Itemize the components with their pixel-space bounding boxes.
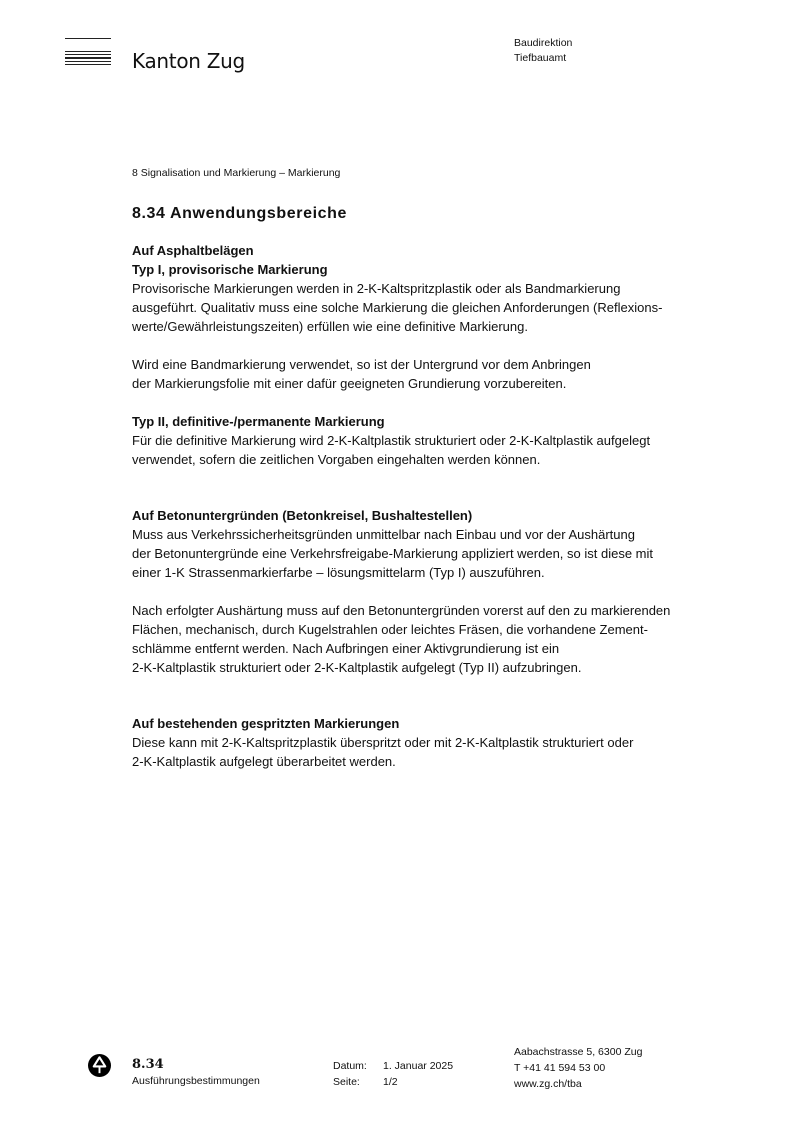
phone: T +41 41 594 53 00 bbox=[514, 1062, 606, 1074]
brand-name: Kanton Zug bbox=[132, 49, 245, 73]
section-heading-existing: Auf bestehenden gespritzten Markierungen bbox=[132, 716, 400, 731]
subheading-typ2: Typ II, definitive-/permanente Markierung bbox=[132, 414, 385, 429]
paragraph-line: verwendet, sofern die zeitlichen Vorgaben eingehalten werden können. bbox=[132, 452, 541, 467]
paragraph-line: Flächen, mechanisch, durch Kugelstrahlen oder leichtes Fräsen, die vorhandene Zement- bbox=[132, 622, 648, 637]
paragraph-line: einer 1-K Strassenmarkierfarbe – lösungsmittelarm (Typ I) auszuführen. bbox=[132, 565, 545, 580]
paragraph-line: Wird eine Bandmarkierung verwendet, so ist der Untergrund vor dem Anbringen bbox=[132, 357, 591, 372]
paragraph-line: 2-K-Kaltplastik strukturiert oder 2-K-Kaltplastik aufgelegt (Typ II) aufzubringen. bbox=[132, 660, 582, 675]
tree-icon bbox=[88, 1054, 111, 1077]
paragraph-line: ausgeführt. Qualitativ muss eine solche Markierung die gleichen Anforderungen (Reflexions- bbox=[132, 300, 663, 315]
footer-subtitle: Ausführungsbestimmungen bbox=[132, 1075, 260, 1087]
document-body bbox=[132, 241, 732, 771]
department: Baudirektion bbox=[514, 37, 573, 49]
page-label: Seite: bbox=[333, 1076, 360, 1088]
website-link[interactable]: www.zg.ch/tba bbox=[514, 1078, 582, 1090]
section-heading-beton: Auf Betonuntergründen (Betonkreisel, Bushaltestellen) bbox=[132, 508, 473, 523]
address: Aabachstrasse 5, 6300 Zug bbox=[514, 1046, 643, 1058]
paragraph-line: der Betonuntergründe eine Verkehrsfreigabe-Markierung appliziert werden, so ist diese mit bbox=[132, 546, 654, 561]
paragraph-line: werte/Gewährleistungszeiten) erfüllen wie eine definitive Markierung. bbox=[132, 319, 528, 334]
paragraph-line: Diese kann mit 2-K-Kaltspritzplastik überspritzt oder mit 2-K-Kaltplastik strukturiert oder bbox=[132, 735, 634, 750]
paragraph-line: schlämme entfernt werden. Nach Aufbringen einer Aktivgrundierung ist ein bbox=[132, 641, 560, 656]
paragraph-line: der Markierungsfolie mit einer dafür geeigneten Grundierung vorzubereiten. bbox=[132, 376, 567, 391]
paragraph-line: 2-K-Kaltplastik aufgelegt überarbeitet werden. bbox=[132, 754, 396, 769]
page-title: 8.34 Anwendungsbereiche bbox=[132, 205, 348, 222]
breadcrumb-subsection: Markierung bbox=[287, 167, 341, 179]
section-heading-asphalt: Auf Asphaltbelägen bbox=[132, 243, 254, 258]
office: Tiefbauamt bbox=[514, 52, 567, 64]
department-block bbox=[514, 36, 572, 66]
footer-contact bbox=[514, 1044, 642, 1092]
subheading-typ1: Typ I, provisorische Markierung bbox=[132, 262, 328, 277]
breadcrumb bbox=[132, 167, 340, 179]
date-value: 1. Januar 2025 bbox=[383, 1060, 454, 1072]
breadcrumb-section: 8 Signalisation und Markierung bbox=[132, 167, 277, 179]
paragraph-line: Für die definitive Markierung wird 2-K-Kaltplastik strukturiert oder 2-K-Kaltplastik aufgelegt bbox=[132, 433, 651, 448]
paragraph-line: Muss aus Verkehrssicherheitsgründen unmittelbar nach Einbau und vor der Aushärtung bbox=[132, 527, 635, 542]
date-label: Datum: bbox=[333, 1060, 367, 1072]
page-value: 1/2 bbox=[383, 1076, 398, 1088]
footer-code: 8.34 bbox=[132, 1057, 164, 1072]
breadcrumb-separator: – bbox=[276, 167, 288, 179]
kanton-zug-logo-icon bbox=[65, 38, 111, 67]
paragraph-line: Provisorische Markierungen werden in 2-K-Kaltspritzplastik oder als Bandmarkierung bbox=[132, 281, 621, 296]
paragraph-line: Nach erfolgter Aushärtung muss auf den Betonuntergründen vorerst auf den zu markierenden bbox=[132, 603, 671, 618]
